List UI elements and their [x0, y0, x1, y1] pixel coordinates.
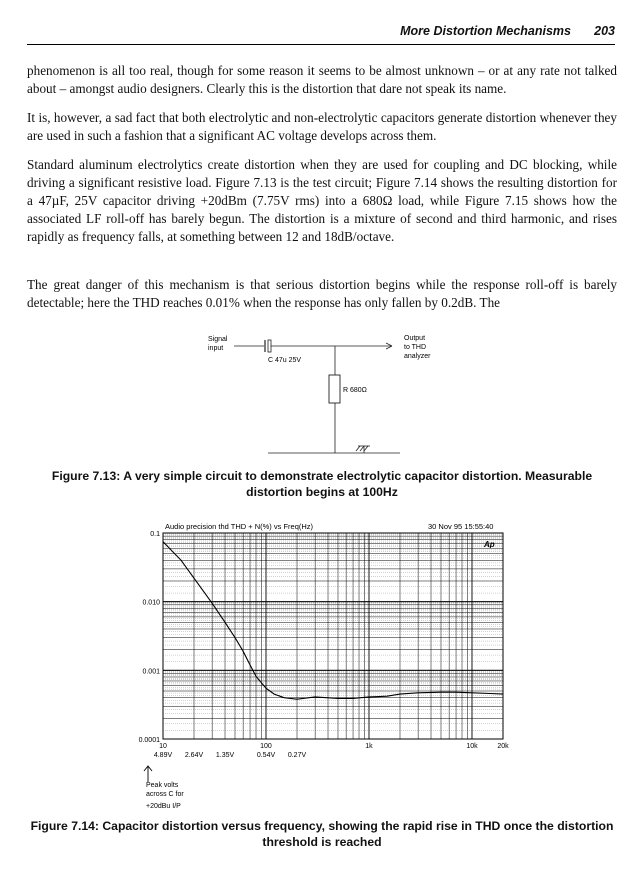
note-line-3: +20dBu I/P	[146, 803, 181, 810]
y-tick-label: 0.1	[150, 531, 160, 538]
note-line-1: Peak volts	[146, 782, 179, 789]
y-tick-labels	[139, 531, 161, 744]
x-tick-label: 100	[260, 743, 272, 750]
output-label-1: Output	[404, 335, 426, 342]
voltage-annotation: 4.89V	[153, 752, 173, 759]
paragraph-2: It is, however, a sad fact that both electrolytic and non-electrolytic capacitors generate distortion whenever they are used in such a fashion that a significant AC voltage develops across them.	[27, 110, 617, 143]
output-label-3: analyzer	[404, 353, 431, 360]
y-tick-label: 0.010	[142, 599, 160, 607]
ap-logo: Ap	[484, 540, 495, 549]
chart-timestamp: 30 Nov 95 15:55:40	[428, 522, 494, 531]
circuit-diagram	[0, 325, 639, 465]
x-tick-label: 10	[159, 743, 167, 750]
plot-frame	[163, 533, 503, 739]
chart-title: Audio precision thd THD + N(%) vs Freq(Hz)	[165, 522, 314, 531]
capacitor-label: C 47u 25V	[268, 357, 302, 364]
y-tick-label: 0.001	[142, 668, 160, 676]
paragraph-1: phenomenon is all too real, though for some reason it seems to be almost unknown – or at any rate not talked about – amongst audio designers. Clearly this is the distortion that dare not speak its name.	[27, 63, 617, 96]
figure-14-caption: Figure 7.14: Capacitor distortion versus frequency, showing the rapid rise in THD once the distortion threshold is reached	[30, 819, 614, 849]
running-title: More Distortion Mechanisms	[400, 24, 571, 38]
figure-13-caption: Figure 7.13: A very simple circuit to demonstrate electrolytic capacitor distortion. Measurable distortion begins at 100Hz	[51, 469, 593, 499]
x-tick-labels	[159, 743, 509, 750]
page-header	[27, 22, 615, 45]
paragraph-4: The great danger of this mechanism is that serious distortion begins while the response roll-off is barely detectable; here the THD reaches 0.01% when the response has only fallen by 0.2dB. The	[27, 277, 617, 310]
voltage-annotations	[154, 752, 307, 759]
resistor-label: R 680Ω	[343, 387, 367, 394]
ground-icon	[356, 446, 370, 453]
page-number: 203	[594, 24, 615, 38]
x-tick-label: 1k	[365, 743, 373, 750]
up-arrow-icon	[144, 766, 152, 782]
x-tick-label: 10k	[466, 743, 478, 750]
grid-lines	[163, 533, 503, 739]
signal-input-label-1: Signal	[208, 336, 228, 343]
x-tick-label: 20k	[497, 743, 509, 750]
thd-chart	[0, 515, 639, 815]
voltage-annotation: 1.35V	[215, 752, 235, 759]
voltage-annotation: 2.64V	[184, 752, 204, 759]
note-line-2: across C for	[146, 791, 184, 798]
resistor	[329, 375, 340, 403]
output-label-2: to THD	[404, 344, 427, 351]
voltage-annotation: 0.54V	[256, 752, 276, 759]
paragraph-3: Standard aluminum electrolytics create distortion when they are used for coupling and DC blocking, while driving a significant resistive load. Figure 7.13 is the test circuit; Figure 7.14 shows the resulting distortion for a 47µF, 25V capacitor driving +20dBm (7.75V rms) into a 680Ω load, while Figure 7.15 shows how the associated LF roll-off has barely begun. The distortion is a mixture of second and third harmonic, and rises rapidly as frequency falls, at something between 12 and 18dB/octave.	[27, 157, 617, 244]
y-tick-label: 0.0001	[138, 737, 160, 744]
signal-input-label-2: input	[208, 345, 224, 352]
voltage-annotation: 0.27V	[287, 752, 307, 759]
capacitor-plate-right	[268, 340, 271, 352]
